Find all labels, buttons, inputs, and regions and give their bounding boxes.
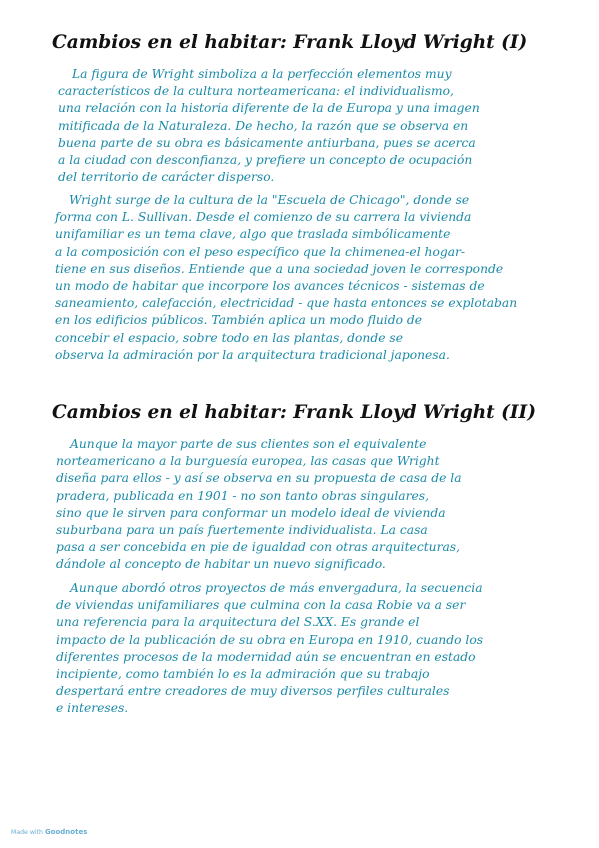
text-line: una referencia para la arquitectura del S.XX. Es grande el: [56, 615, 420, 630]
text-line: tiene en sus diseños. Entiende que a una sociedad joven le corresponde: [55, 261, 504, 276]
section-wright-2: [0, 398, 599, 716]
text-line: norteamericano a la burguesía europea, las casas que Wright: [56, 454, 440, 469]
text-line: en los edificios públicos. También aplica un modo fluido de: [55, 313, 423, 328]
text-line: a la composición con el peso específico que la chimenea-el hogar-: [55, 244, 466, 259]
text-line: concebir el espacio, sobre todo en las plantas, donde se: [55, 330, 403, 345]
text-line: característicos de la cultura norteamericana: el individualismo,: [58, 84, 454, 99]
text-line: incipiente, como también lo es la admiración que su trabajo: [56, 666, 430, 681]
section-title: Cambios en el habitar: Frank Lloyd Wright (II): [52, 402, 536, 423]
text-line: un modo de habitar que incorpore los avances técnicos - sistemas de: [55, 278, 485, 293]
section-wright-1: [0, 28, 599, 362]
text-line: buena parte de su obra es básicamente antiurbana, pues se acerca: [58, 135, 476, 150]
text-line: diferentes procesos de la modernidad aún se encuentran en estado: [56, 649, 476, 664]
text-line: sino que le sirven para conformar un modelo ideal de vivienda: [56, 505, 446, 520]
text-line: Aunque la mayor parte de sus clientes son el equivalente: [70, 437, 427, 451]
text-line: a la ciudad con desconfianza, y prefiere un concepto de ocupación: [58, 152, 473, 167]
text-line: La figura de Wright simboliza a la perfección elementos muy: [72, 67, 452, 81]
paragraph: [58, 66, 480, 186]
text-line: Aunque abordó otros proyectos de más envergadura, la secuencia: [70, 581, 483, 595]
text-line: del territorio de carácter disperso.: [58, 170, 275, 185]
section-title: Cambios en el habitar: Frank Lloyd Wright (I): [52, 32, 528, 53]
paragraph: [56, 436, 462, 574]
text-line: de viviendas unifamiliares que culmina con la casa Robie va a ser: [56, 598, 466, 613]
made-with-badge: [11, 826, 87, 838]
text-line: forma con L. Sullivan. Desde el comienzo de su carrera la vivienda: [55, 210, 472, 225]
text-line: unifamiliar es un tema clave, algo que traslada simbólicamente: [55, 227, 451, 242]
text-line: mitificada de la Naturaleza. De hecho, la razón que se observa en: [58, 118, 469, 133]
text-line: impacto de la publicación de su obra en Europa en 1910, cuando los: [56, 632, 484, 647]
text-line: observa la admiración por la arquitectura tradicional japonesa.: [55, 347, 450, 362]
text-line: diseña para ellos - y así se observa en su propuesta de casa de la: [56, 471, 462, 486]
brand-logo-text: Goodnotes: [44, 828, 88, 836]
paragraph: [56, 580, 483, 718]
text-line: una relación con la historia diferente de la de Europa y una imagen: [58, 101, 480, 116]
text-line: e intereses.: [56, 701, 129, 716]
text-line: pradera, publicada en 1901 - no son tanto obras singulares,: [56, 488, 430, 503]
text-line: saneamiento, calefacción, electricidad - que hasta entonces se explotaban: [55, 296, 518, 311]
text-line: suburbana para un país fuertemente individualista. La casa: [56, 522, 428, 537]
text-line: dándole al concepto de habitar un nuevo significado.: [56, 557, 386, 572]
text-line: Wright surge de la cultura de la "Escuela de Chicago", donde se: [69, 193, 470, 207]
paragraph: [55, 192, 517, 364]
made-with-label: Made with: [11, 829, 43, 836]
text-line: pasa a ser concebida en pie de igualdad con otras arquitecturas,: [56, 540, 461, 555]
text-line: despertará entre creadores de muy diversos perfiles culturales: [56, 684, 450, 699]
